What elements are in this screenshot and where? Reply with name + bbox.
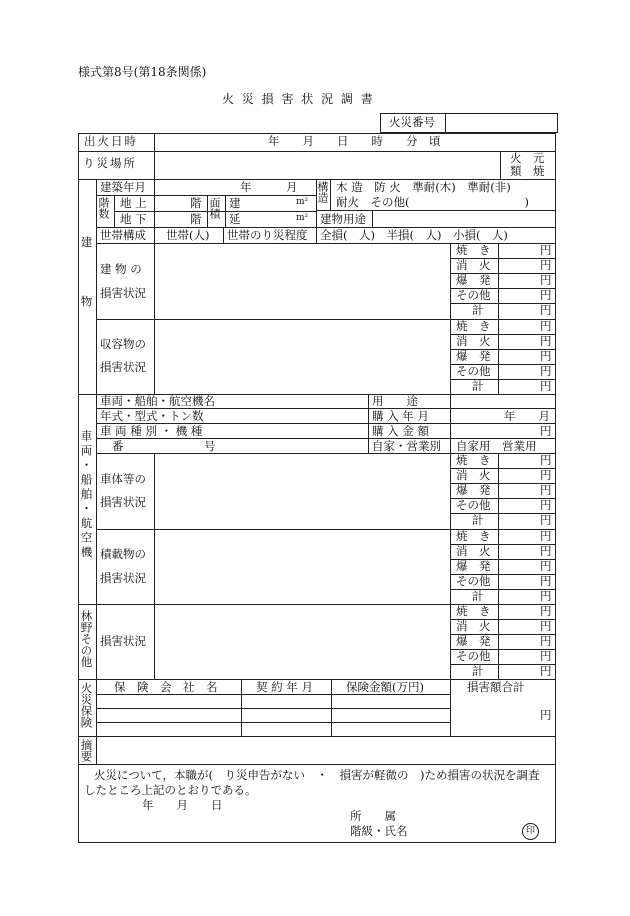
burn-spread-label: 類 焼 [510,164,545,178]
household-value[interactable]: 世帯(人) [166,228,210,242]
vehicle-kind-label: 車 両 種 別 ・ 機 種 [100,424,203,438]
damage-row-other: その他 [456,574,491,588]
construction-date-label: 建築年月 [100,180,146,194]
damage-degree-options[interactable]: 全損( 人) 半損( 人) 小損( 人) [320,228,508,242]
outbreak-datetime[interactable]: 年 月 日 時 分 頃 [268,134,441,148]
yen-unit: 円 [540,589,552,603]
damage-row-total: 計 [472,303,484,317]
forest-section-label: 林野その他 [79,610,94,668]
building-section-label: 建物 [79,236,94,355]
yen-unit: 円 [540,559,552,573]
yen-unit: 円 [540,303,552,317]
damage-row-extinguish: 消 火 [456,468,491,482]
purchase-date-label: 購 入 年 月 [372,409,429,423]
yen-unit: 円 [540,288,552,302]
yen-unit: 円 [540,544,552,558]
total-area-unit: m² [296,213,309,223]
vehicle-model-label: 年式・型式・トン数 [100,409,204,423]
cargo-damage-label-2: 損害状況 [100,571,146,585]
damage-row-extinguish: 消 火 [456,258,491,272]
insurance-company-label: 保 険 会 社 名 [114,680,218,694]
yen-unit: 円 [540,468,552,482]
outbreak-label: 出火日時 [84,134,138,148]
yen-unit: 円 [540,453,552,467]
damage-row-explosion: 爆 発 [456,634,491,648]
statement-date[interactable]: 年 月 日 [142,798,223,812]
yen-unit: 円 [540,604,552,618]
damage-row-burn: 焼 き [456,453,491,467]
insurance-contract-label: 契 約 年 月 [256,680,313,694]
below-ground-label: 地 下 [120,212,147,226]
household-label: 世帯構成 [100,228,146,242]
damage-row-total: 計 [472,513,484,527]
yen-unit: 円 [540,243,552,257]
yen-unit: 円 [540,319,552,333]
building-use-label: 建物用途 [320,212,366,226]
private-business-label: 自家・営業別 [372,439,441,453]
structure-options-2[interactable]: 耐火 その他( ) [336,195,529,209]
vehicle-section-label: 車両・船舶・航空機 [79,430,94,561]
fire-origin-label: 火 元 [510,151,545,165]
damage-row-other: その他 [456,498,491,512]
yen-unit: 円 [540,664,552,678]
damage-row-extinguish: 消 火 [456,544,491,558]
damage-row-explosion: 爆 発 [456,273,491,287]
building-area-label: 建 [229,196,241,210]
building-area-unit: m² [296,197,309,207]
damage-row-extinguish: 消 火 [456,334,491,348]
yen-unit: 円 [540,424,552,438]
damage-row-other: その他 [456,649,491,663]
vehicle-number-label-b: 号 [204,439,216,453]
structure-label: 構造 [316,181,329,203]
construction-date-value[interactable]: 年 月 [240,180,298,194]
forest-damage-label: 損害状況 [100,634,146,648]
yen-unit: 円 [540,708,552,722]
purchase-price-label: 購 入 金 額 [372,424,429,438]
damage-row-burn: 焼 き [456,319,491,333]
total-area-label: 延 [229,212,241,226]
damage-row-other: その他 [456,288,491,302]
yen-unit: 円 [540,258,552,272]
cargo-damage-label-1: 積載物の [100,547,146,561]
vehicle-body-damage-label-2: 損害状況 [100,495,146,509]
vehicle-number-label-a: 番 [112,439,124,453]
yen-unit: 円 [540,574,552,588]
yen-unit: 円 [540,364,552,378]
damage-row-explosion: 爆 発 [456,559,491,573]
statement-line-1: 火災について，本職が( り災申告がない ・ 損害が軽微の )ため損害の状況を調査 [94,768,540,782]
above-ground-label: 地 上 [120,196,147,210]
damage-row-burn: 焼 き [456,529,491,543]
building-damage-label-1: 建 物 の [100,262,142,276]
yen-unit: 円 [540,649,552,663]
fire-number-label: 火災番号 [389,115,435,129]
yen-unit: 円 [540,498,552,512]
damage-row-total: 計 [472,379,484,393]
form-number: 様式第8号(第18条関係) [78,65,207,79]
above-floor-unit: 階 [190,196,202,210]
vehicle-use-label: 用 途 [372,394,418,408]
affiliation-label: 所 属 [350,809,396,823]
damage-row-other: その他 [456,364,491,378]
below-floor-unit: 階 [190,212,202,226]
yen-unit: 円 [540,513,552,527]
damage-row-burn: 焼 き [456,243,491,257]
summary-label: 摘要 [79,739,94,762]
damage-row-explosion: 爆 発 [456,349,491,363]
insurance-amount-label: 保険金額(万円) [346,680,424,694]
damage-row-explosion: 爆 発 [456,483,491,497]
yen-unit: 円 [540,334,552,348]
contents-damage-label-1: 収容物の [100,337,146,351]
place-label: り災場所 [83,156,137,170]
building-damage-label-2: 損害状況 [100,286,146,300]
vehicle-name-label: 車両・船舶・航空機名 [100,394,215,408]
yen-unit: 円 [540,379,552,393]
vehicle-body-damage-label-1: 車体等の [100,472,146,486]
yen-unit: 円 [540,273,552,287]
damage-row-extinguish: 消 火 [456,619,491,633]
yen-unit: 円 [540,529,552,543]
yen-unit: 円 [540,349,552,363]
damage-row-burn: 焼 き [456,604,491,618]
structure-options-1[interactable]: 木 造 防 火 準耐(木) 準耐(非) [336,180,511,194]
private-business-options[interactable]: 自家用 営業用 [456,439,537,453]
damage-row-total: 計 [472,589,484,603]
statement-line-2: したところ上記のとおりである。 [84,783,257,797]
form-title: 火 災 損 害 状 況 調 書 [222,92,375,106]
yen-unit: 円 [540,634,552,648]
seal-mark: 印 [522,823,539,840]
area-label: 面積 [208,197,221,219]
floors-label: 階数 [97,197,110,219]
damage-row-total: 計 [472,664,484,678]
yen-unit: 円 [540,483,552,497]
damage-total-label: 損害額合計 [467,680,525,694]
yen-unit: 円 [540,619,552,633]
household-damage-label: 世帯のり災程度 [227,228,308,242]
contents-damage-label-2: 損害状況 [100,360,146,374]
purchase-date-value[interactable]: 年 月 [504,409,550,423]
insurance-section-label: 火災保険 [79,682,94,728]
rank-name-label: 階級・氏名 [350,824,408,838]
